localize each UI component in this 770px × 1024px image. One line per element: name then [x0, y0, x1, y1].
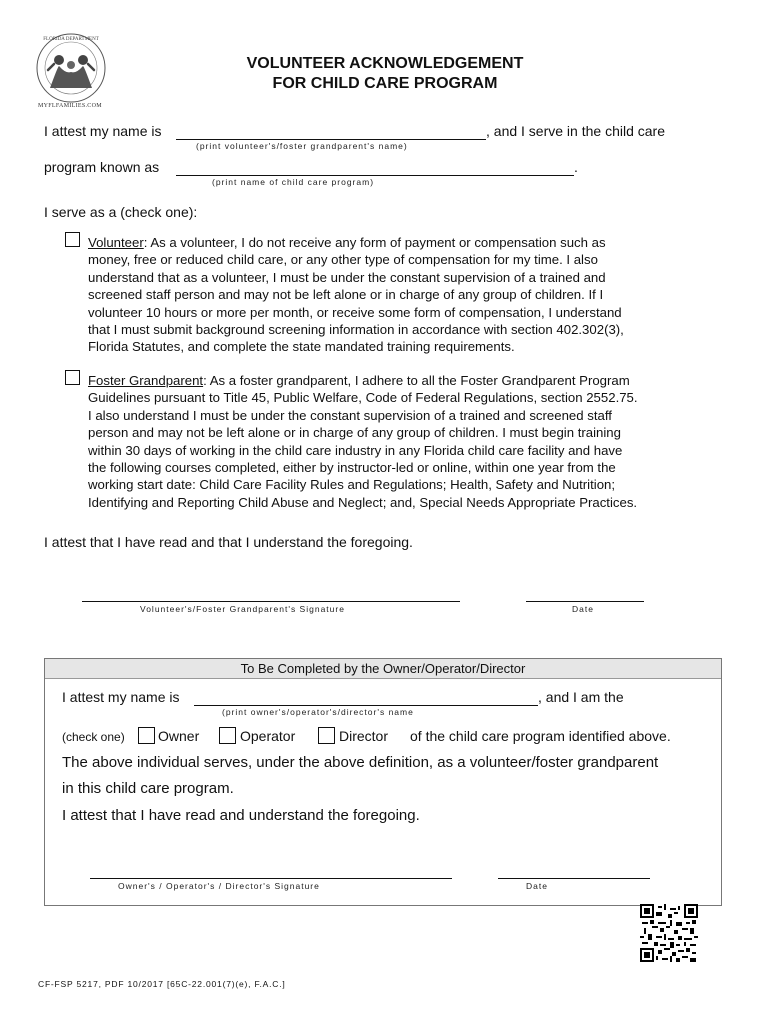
volunteer-description: Volunteer: As a volunteer, I do not receive any form of payment or compensation such as money, free or reduced child care, or any other type of compensation for my time. I also understand that as a volunteer, I must be under the constant supervision of a trained and screened staff person and may not be left alone or in charge of any group of children. If I volunteer 10 hours or more per month, or receive some form of compensation, I understand that I must submit background screening information in accordance with section 402.302(3), Florida Statutes, and complete the state mandated training requirements.: [88, 235, 624, 355]
operator-checkbox[interactable]: [219, 727, 236, 744]
foster-grandparent-checkbox[interactable]: [65, 370, 80, 385]
director-option-label: Director: [339, 728, 389, 744]
acknowledge-statement: I attest that I have read and that I understand the foregoing.: [44, 534, 413, 550]
volunteer-checkbox[interactable]: [65, 232, 80, 247]
owner-attest-suffix: , and I am the: [538, 689, 624, 705]
director-checkbox[interactable]: [318, 727, 335, 744]
owner-statement-line1: The above individual serves, under the above definition, as a volunteer/foster grandparent: [62, 754, 659, 771]
form-title-line2: FOR CHILD CARE PROGRAM: [272, 75, 498, 92]
volunteer-name-field[interactable]: [176, 139, 486, 140]
owner-name-hint: (print owner's/operator's/director's name: [222, 707, 414, 717]
owner-date-label: Date: [526, 881, 548, 891]
foster-grandparent-term: Foster Grandparent: [88, 373, 204, 388]
volunteer-signature-field[interactable]: [82, 601, 460, 602]
operator-option-label: Operator: [240, 728, 296, 744]
check-one-label: (check one): [62, 730, 125, 744]
volunteer-signature-label: Volunteer's/Foster Grandparent's Signature: [140, 604, 345, 614]
owner-option-label: Owner: [158, 728, 200, 744]
owner-section-heading: To Be Completed by the Owner/Operator/Director: [45, 659, 721, 679]
foster-grandparent-description: Foster Grandparent: As a foster grandparent, I adhere to all the Foster Grandparent Program Guidelines pursuant to Title 45, Public Welfare, Code of Federal Regulations, section 2552.75. I also understand I must be under the constant supervision of a trained and screened staff person and may not be left alone or in charge of any group of children. I must begin training within 30 days of working in the child care industry in any Florida child care facility and have the following courses completed, either by instructor-led or online, within one year from the working start date: Child Care Facility Rules and Regulations; Health, Safety and Nutrition; Identifying and Reporting Child Abuse and Neglect; and, Special Needs Appropriate Practices.: [88, 373, 638, 510]
qr-code: [640, 904, 698, 962]
owner-statement-line2: in this child care program.: [62, 780, 234, 797]
svg-text:FLORIDA DEPARTMENT: FLORIDA DEPARTMENT: [43, 37, 99, 42]
owner-name-field[interactable]: [194, 705, 538, 706]
program-suffix: .: [574, 159, 578, 175]
volunteer-name-hint: (print volunteer's/foster grandparent's name): [196, 141, 408, 151]
volunteer-term: Volunteer: [88, 235, 144, 250]
options-suffix: of the child care program identified above.: [410, 728, 671, 744]
owner-checkbox[interactable]: [138, 727, 155, 744]
form-footer-code: CF-FSP 5217, PDF 10/2017 [65C-22.001(7)(e), F.A.C.]: [38, 979, 286, 989]
volunteer-date-label: Date: [572, 604, 594, 614]
form-title-line1: VOLUNTEER ACKNOWLEDGEMENT: [246, 55, 524, 72]
owner-signature-field[interactable]: [90, 878, 452, 879]
program-name-hint: (print name of child care program): [212, 177, 375, 187]
program-label: program known as: [44, 159, 160, 175]
serve-as-label: I serve as a (check one):: [44, 204, 198, 220]
owner-date-field[interactable]: [498, 878, 650, 879]
attest-name-label: I attest my name is: [44, 123, 162, 139]
volunteer-date-field[interactable]: [526, 601, 644, 602]
logo-url: MYFLFAMILIES.COM: [38, 103, 102, 109]
owner-statement-line3: I attest that I have read and understand the foregoing.: [62, 807, 420, 824]
owner-attest-label: I attest my name is: [62, 689, 180, 705]
attest-name-suffix: , and I serve in the child care: [486, 123, 665, 139]
program-name-field[interactable]: [176, 175, 574, 176]
owner-signature-label: Owner's / Operator's / Director's Signature: [118, 881, 320, 891]
